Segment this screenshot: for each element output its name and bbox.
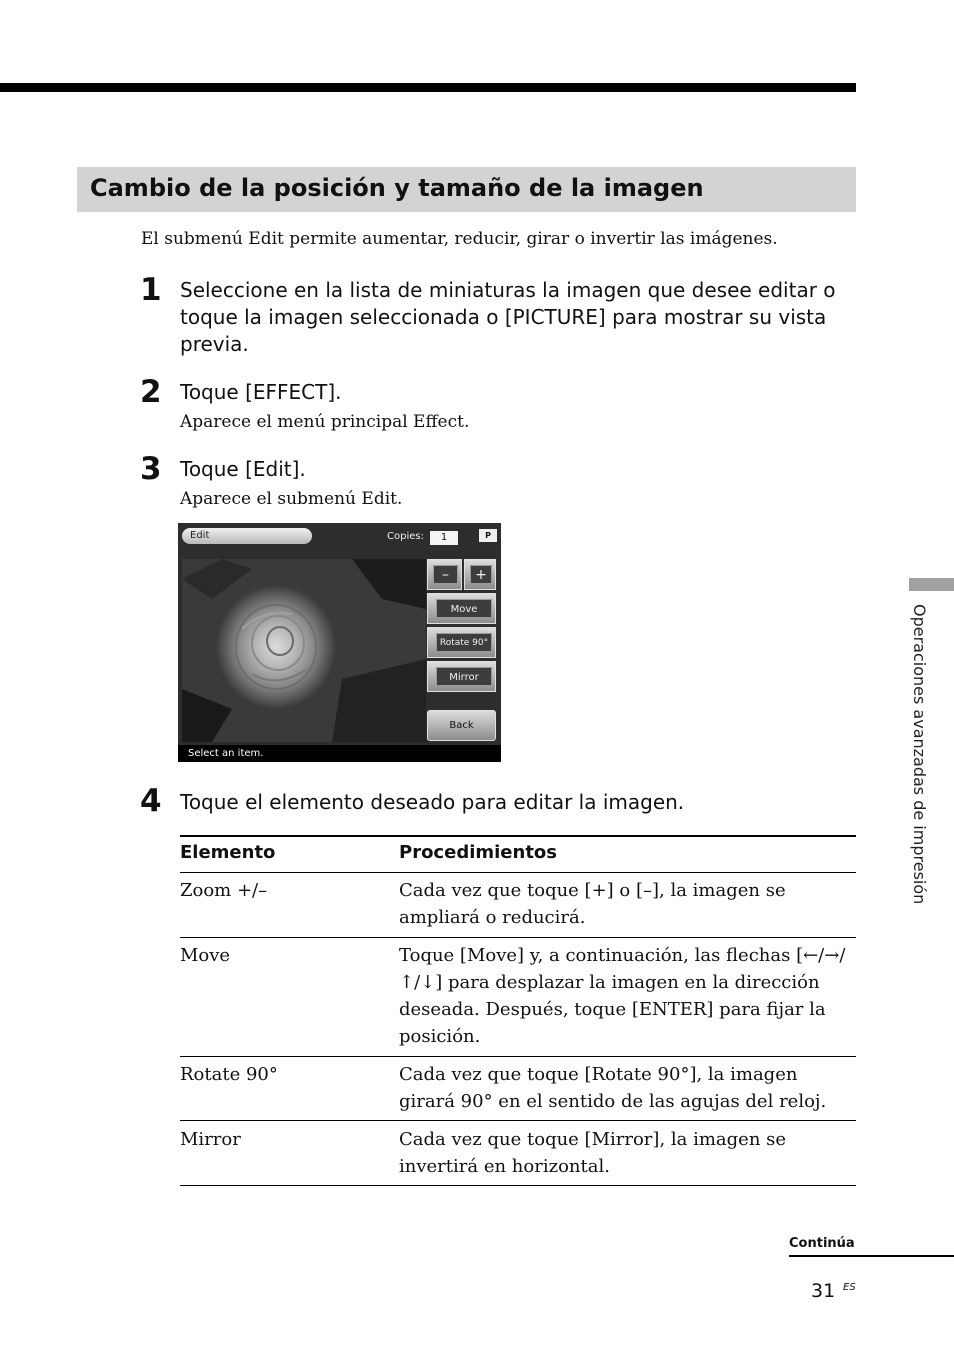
step-2-text: Toque [EFFECT]. bbox=[180, 380, 342, 404]
move-label: Move bbox=[436, 599, 492, 618]
section-title: Cambio de la posición y tamaño de la imagen bbox=[90, 174, 704, 202]
row-zoom-proc: Cada vez que toque [+] o [–], la imagen se ampliará o reducirá. bbox=[399, 880, 786, 928]
step-3-text: Toque [Edit]. bbox=[180, 457, 306, 481]
status-bar: Select an item. bbox=[178, 745, 501, 762]
intro-text: El submenú Edit permite aumentar, reducir, girar o invertir las imágenes. bbox=[141, 229, 778, 249]
step-1-text: Seleccione en la lista de miniaturas la imagen que desee editar o toque la imagen seleccionada o [PICTURE] para mostrar su vista previa. bbox=[180, 278, 836, 356]
zoom-plus-label: + bbox=[470, 565, 492, 584]
edit-screen bbox=[178, 523, 501, 762]
rotate-90-button[interactable] bbox=[427, 627, 496, 658]
zoom-minus-button[interactable] bbox=[427, 559, 462, 590]
mirror-label: Mirror bbox=[436, 667, 492, 686]
row-move-proc: Toque [Move] y, a continuación, las flechas [←/→/↑/↓] para desplazar la imagen en la dirección deseada. Después, toque [ENTER] para fijar la posición. bbox=[399, 945, 846, 1047]
chapter-tab bbox=[909, 578, 954, 591]
row-rotate-proc: Cada vez que toque [Rotate 90°], la imagen girará 90° en el sentido de las agujas del reloj. bbox=[399, 1064, 827, 1112]
zoom-minus-label: – bbox=[433, 565, 458, 584]
chapter-label: Operaciones avanzadas de impresión bbox=[910, 604, 929, 905]
step-3-number: 3 bbox=[140, 451, 162, 487]
move-button[interactable] bbox=[427, 593, 496, 624]
page-number: 31 bbox=[811, 1280, 836, 1302]
continued-label: Continúa bbox=[789, 1236, 855, 1251]
row-mirror-item: Mirror bbox=[180, 1129, 241, 1150]
table-row-divider bbox=[180, 872, 856, 873]
copies-label: Copies: bbox=[387, 531, 424, 542]
p-indicator: P bbox=[479, 529, 497, 542]
row-rotate-item: Rotate 90° bbox=[180, 1064, 278, 1085]
rose-photo-illustration bbox=[182, 559, 426, 742]
table-row-divider bbox=[180, 1056, 856, 1057]
row-zoom-item: Zoom +/– bbox=[180, 880, 268, 901]
section-header bbox=[77, 167, 856, 212]
back-button[interactable]: Back bbox=[427, 710, 496, 741]
screen-title-bar: Edit bbox=[182, 528, 312, 544]
row-move-item: Move bbox=[180, 945, 231, 966]
zoom-plus-button[interactable] bbox=[464, 559, 496, 590]
table-bottom-rule bbox=[180, 1185, 856, 1186]
row-mirror-proc: Cada vez que toque [Mirror], la imagen se invertirá en horizontal. bbox=[399, 1129, 787, 1177]
copies-value[interactable]: 1 bbox=[430, 531, 458, 545]
continued-rule bbox=[789, 1255, 954, 1257]
top-rule bbox=[0, 83, 856, 92]
step-4-number: 4 bbox=[140, 783, 162, 819]
mirror-button[interactable] bbox=[427, 661, 496, 692]
preview-photo bbox=[182, 559, 426, 742]
table-top-rule bbox=[180, 835, 856, 837]
language-code: ES bbox=[843, 1282, 856, 1293]
step-4-text: Toque el elemento deseado para editar la imagen. bbox=[180, 790, 685, 814]
table-row-divider bbox=[180, 937, 856, 938]
step-1-number: 1 bbox=[140, 272, 162, 308]
table-row-divider bbox=[180, 1120, 856, 1121]
step-2-sub: Aparece el menú principal Effect. bbox=[180, 412, 470, 432]
step-3-sub: Aparece el submenú Edit. bbox=[180, 489, 403, 509]
header-elemento: Elemento bbox=[180, 842, 276, 863]
step-2-number: 2 bbox=[140, 374, 162, 410]
header-procedimientos: Procedimientos bbox=[399, 842, 558, 863]
rotate-90-label: Rotate 90° bbox=[436, 633, 492, 652]
